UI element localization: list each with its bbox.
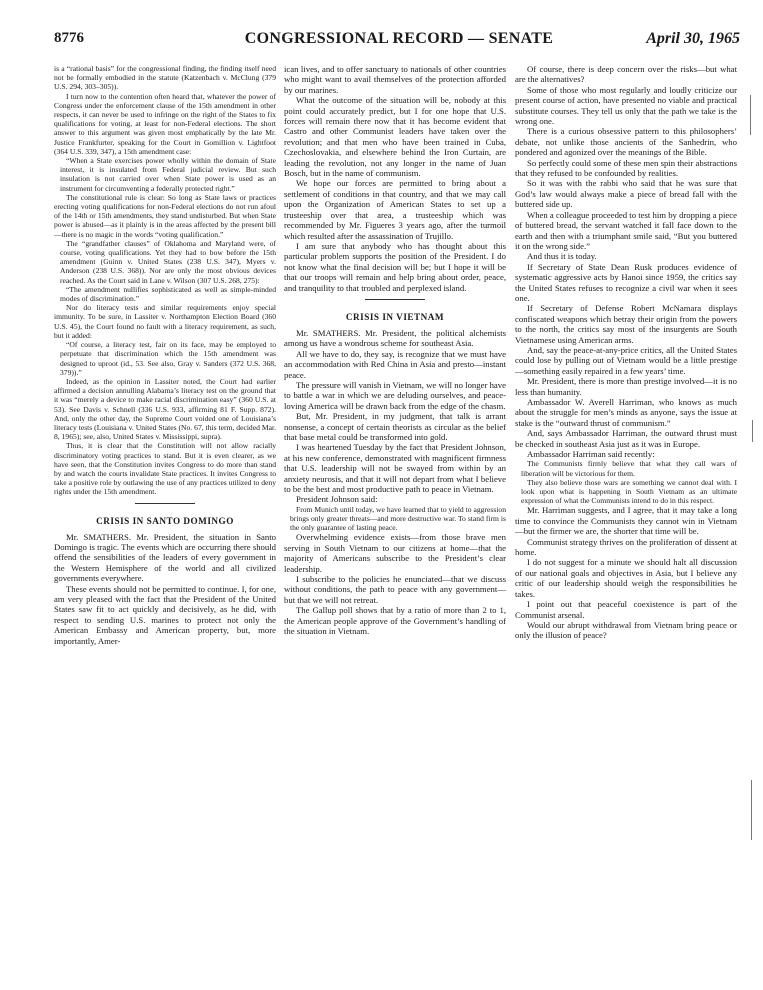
section-headline: CRISIS IN SANTO DOMINGO	[96, 515, 234, 526]
paragraph: If Secretary of State Dean Rusk produces evidence of systematic aggressive acts by Hanoi since 1959, the critics say the United States refuses to recognize a civil war when it sees one.	[515, 261, 737, 303]
paragraph: And thus it is today.	[527, 251, 597, 262]
section-divider	[135, 503, 195, 504]
column-3	[515, 64, 737, 641]
paragraph: President Johnson said:	[296, 494, 378, 505]
paragraph: I subscribe to the policies he enunciated—that we discuss without conditions, the path to peace with any government—but that we will not retreat.	[284, 574, 506, 605]
paragraph: What the outcome of the situation will be, nobody at this point could accurately predict, but I for one hope that U.S. forces will remain there now that it has become evident that Castro and other Communist leaders have taken over the revolution; and that men who have been trained in Cuba, Czechoslovakia, and elsewhere behind the Iron Curtain, are leading the revolution, not any longer in the name of Juan Bosch, but in the name of communism.	[284, 95, 506, 179]
page-header	[54, 30, 744, 56]
column-2	[284, 64, 506, 637]
paragraph: The Gallup poll shows that by a ratio of more than 2 to 1, the American people approve of the Government’s handling of the situation in Vietnam.	[284, 605, 506, 637]
scan-mark	[752, 420, 753, 442]
paragraph: Some of those who most regularly and loudly criticize our present course of action, have presented no viable and practical substitute courses. They tell us only that the path we take is the wrong one.	[515, 84, 737, 127]
issue-date: April 30, 1965	[646, 30, 740, 47]
paragraph: These events should not be permitted to continue. I, for one, am very pleased with the fact that the President of the United States saw fit to act quickly and decisively, as he did, with respect to sending U.S. marines to protect not only the American Embassy and American property, but, more importantly, Amer-	[54, 583, 276, 646]
section-headline: CRISIS IN VIETNAM	[345, 311, 445, 322]
paragraph: Mr. President, there is more than prestige involved—it is no less than humanity.	[515, 376, 737, 397]
paragraph: The constitutional rule is clear: So long as State laws or practices erecting voting qualifications for non-Federal elections do not run afoul of the 14th or 15th amendments, they stand undisturbed. But when State power is abused—as it plainly is in the areas affected by the present bill—there is no magic in the words “voting qualification.”	[54, 192, 276, 239]
paragraph: Indeed, as the opinion in Lassiter noted, the Court had earlier affirmed a decision annulling Alabama’s literacy test on the ground that it was “merely a device to make racial discrimination easy” (360 U.S. at 53). See Davis v. Schnell (336 U.S. 933, affirming 81 F. Supp. 872). And, only the other day, the Supreme Court voided one of Louisiana’s literacy tests (Louisiana v. United States (No. 67, this term, decided Mar. 8, 1965); see, also, United States v. Mississippi, supra).	[54, 376, 276, 442]
paragraph: ican lives, and to offer sanctuary to nationals of other countries who might want to avail themselves of the protection afforded by our marines.	[284, 64, 506, 95]
paragraph: Overwhelming evidence exists—from those brave men serving in South Vietnam to our citizens at home—that the majority of Americans subscribe to the President’s clear leadership.	[284, 532, 506, 574]
paragraph: I was heartened Tuesday by the fact that President Johnson, at his new conference, demonstrated with magnificent firmness that U.S. leadership will not be swayed from within by an anxiety neurosis, and that it will not depart from what I believe to be the best and most productive path to peace in Vietnam.	[284, 442, 506, 495]
section-divider	[365, 299, 425, 300]
text-columns	[54, 64, 744, 980]
paragraph: We hope our forces are permitted to bring about a settlement of conditions in that country, and that we may call upon the Organization of American States to set up a trusteeship over that area, a trusteeship which was recommended by Mr. Figueres 3 years ago, after the turmoil which resulted after the assassination of Trujillo.	[284, 178, 506, 241]
quotation: “When a State exercises power wholly within the domain of State interest, it is insulated from Federal judicial review. But such insulation is not carried over when State power is used as an instrument for circumventing a federally protected right.”	[60, 156, 276, 193]
paragraph: Communist strategy thrives on the proliferation of dissent at home.	[515, 536, 737, 558]
paragraph: But, Mr. President, in my judgment, that talk is arrant nonsense, a concept of certain theorists as circular as the belief that base metal could be transformed into gold.	[284, 411, 506, 442]
paragraph: All we have to do, they say, is recognize that we must have an accommodation with Red China in Asia and presto—instant peace.	[284, 348, 506, 380]
journal-title: CONGRESSIONAL RECORD — SENATE	[244, 30, 554, 47]
paragraph: Thus, it is clear that the Constitution will not allow racially discriminatory voting practices to stand. But it is even clearer, as we have seen, that the Constitution invites Congress to do more than stand by and watch the courts invalidate State practices. It invites Congress to take a positive role by outlawing the use of any practices utilized to deny rights under the 15th amendment.	[54, 441, 276, 497]
paragraph: Would our abrupt withdrawal from Vietnam bring peace or only the illusion of peace?	[515, 619, 737, 641]
scan-mark	[750, 95, 751, 135]
paragraph: is a “rational basis” for the congressional finding, the finding itself need not be formally embodied in the statute (Katzenbach v. McClung (379 U.S. 294, 303–305)).	[54, 64, 276, 92]
paragraph: So perfectly could some of these men spin their abstractions that they refused to be confounded by realities.	[515, 157, 737, 179]
scan-mark	[751, 780, 752, 840]
paragraph: Nor do literacy tests and similar requirements enjoy special immunity. To be sure, in Lassiter v. Northampton Election Board (360 U.S. 45), the Court found no fault with a literacy requirement, as such, but it added:	[54, 303, 276, 340]
paragraph: Mr. SMATHERS. Mr. President, the political alchemists among us have a wondrous scheme for southeast Asia.	[284, 327, 506, 349]
paragraph: I turn now to the contention often heard that, whatever the power of Congress under the enforcement clause of the 15th amendment in other respects, it can never be used to infringe on the right of the States to fix qualifications for voting, at least for non-Federal elections. The short answer to this argument was given most emphatically by the late Mr. Justice Frankfurter, speaking for the Court in Gomillion v. Lightfoot (364 U.S. 339, 347), a 15th amendment case:	[54, 91, 276, 156]
page-number: 8776	[54, 30, 84, 46]
quotation: “The amendment nullifies sophisticated as well as simple-minded modes of discrimination.”	[60, 284, 276, 304]
quotation: The “grandfather clauses” of Oklahoma and Maryland were, of course, voting qualifications. Yet they had to bow before the 15th amendment (Guinn v. United States (238 U.S. 347), Myers v. Anderson (238 U.S. 368)). Nor are only the most obvious devices reached. As the Court said in Lane v. Wilson (307 U.S. 268, 275):	[60, 238, 276, 285]
paragraph: Mr. Harriman suggests, and I agree, that it may take a long time to convince the Communists they cannot win in Vietnam—but the firmer we are, the shorter that time will be.	[515, 505, 737, 537]
column-1	[54, 64, 276, 646]
paragraph: There is a curious obsessive pattern to this philosophers’ debate, not unlike those ancients of the Sanhedrin, who pondered and agonized over the meanings of the Bible.	[515, 126, 737, 158]
quotation: “Of course, a literacy test, fair on its face, may be employed to perpetuate that discrimination which the 15th amendment was designed to uproot (id., 53. See also, Gray v. Sanders (372 U.S. 368, 379)).”	[60, 340, 276, 377]
quotation: They also believe those wars are something we cannot deal with. I look upon what is happening in South Vietnam as an ultimate expression of what the Communists intend to do in this respect.	[521, 477, 737, 506]
paragraph: And, say the peace-at-any-price critics, all the United States could lose by pulling out of Vietnam would be a little prestige—something easily repaired in a few years’ time.	[515, 344, 737, 376]
quotation: From Munich until today, we have learned that to yield to aggression brings only greater threats—and more destructive war. To stand firm is the only guarantee of lasting peace.	[290, 504, 506, 533]
paragraph: Ambassador W. Averell Harriman, who knows as much about the struggle for men’s minds as anyone, says the issue at stake is the “outward thrust of communism.”	[515, 397, 737, 428]
paragraph: Mr. SMATHERS. Mr. President, the situation in Santo Domingo is tragic. The events which are occurring there should offend the sensibilities of the leaders of every government in the Western Hemisphere of the world and all civilized governments everywhere.	[54, 531, 276, 584]
paragraph: And, says Ambassador Harriman, the outward thrust must be checked in southeast Asia just as it was in Europe.	[515, 428, 737, 449]
quotation: The Communists firmly believe that what they call wars of liberation will be victorious for them.	[521, 459, 737, 478]
paragraph: I point out that peaceful coexistence is part of the Communist arsenal.	[515, 599, 737, 620]
paragraph: If Secretary of Defense Robert McNamara displays confiscated weapons which betray their origin from the powers to the north, the critics say most of the insurgents are South Vietnamese using American arms.	[515, 303, 737, 345]
paragraph: I do not suggest for a minute we should halt all discussion of our national goals and objectives in Asia, but I believe any critic of our leadership should weigh the responsibilities he takes.	[515, 557, 737, 599]
paragraph: Ambassador Harriman said recently:	[527, 449, 655, 460]
paragraph: So it was with the rabbi who said that he was sure that God’s law would always make a piece of bread fall with the buttered side up.	[515, 178, 737, 210]
paragraph: I am sure that anybody who has thought about this particular problem supports the position of the President. I do not know what the final decision will be; but I hope it will be that our troops will remain and help bring about order, peace, and tranquility to that troubled and perplexed island.	[284, 240, 506, 293]
paragraph: When a colleague proceeded to test him by dropping a piece of buttered bread, the servant watched it fall face down to the earth and then with a triumphant smile said, “But you buttered it on the wrong side.”	[515, 209, 737, 251]
paragraph: The pressure will vanish in Vietnam, we will no longer have to battle a war in which we are deluding ourselves, and peace-loving America will be drawn back from the edge of the chasm.	[284, 379, 506, 411]
paragraph: Of course, there is deep concern over the risks—but what are the alternatives?	[515, 64, 737, 85]
